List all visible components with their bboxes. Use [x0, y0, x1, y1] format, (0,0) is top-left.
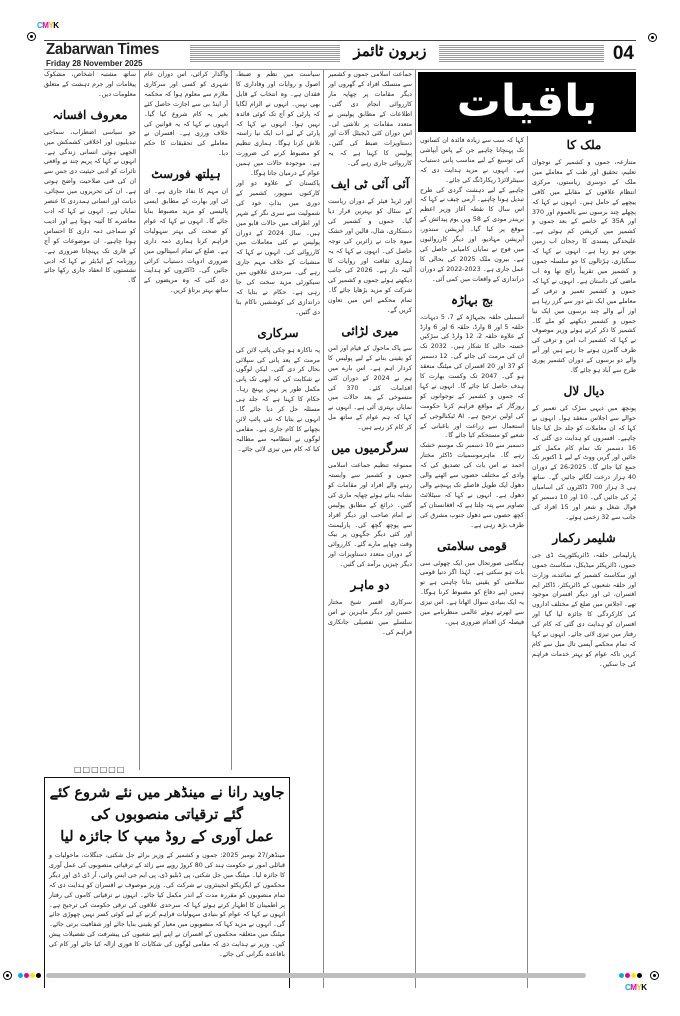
heading: ملک کا — [566, 138, 602, 152]
paragraph: واگذار کرائی، اس دوران عام شہری کو کسی اور سرکاری ملازم سے معلوم ہوا کہ محکمہ آر اینڈ بی سے اجازت حاصل کئے بغیر یہ کام شروع کیا گیا۔ انہوں نے کہا کہ یہ قوانین کی خلاف ورزی ہے۔ افسران نے معاملے کی تحقیقات کا حکم دیا۔ — [144, 71, 228, 158]
masthead-rule-left — [190, 45, 340, 63]
boxed-story — [44, 777, 290, 988]
boxed-story-headline-line2: عمل آوری کے روڈ میپ کا جائزہ لیا — [60, 828, 274, 845]
column-rule — [415, 70, 416, 988]
issue-date: Friday 28 November 2025 — [46, 59, 143, 68]
paper-name: Zabarwan Times — [46, 40, 160, 59]
heading: قومی سلامتی — [437, 538, 507, 553]
heading: ہیلتھ فورسٹ — [151, 167, 221, 182]
heading: سرگرمیوں میں — [331, 441, 409, 456]
paragraph: جو سیاسی اضطراب، سماجی تبدیلیوں اور اخلاقی کشمکش میں الجھی ہوئی انسانی زندگی ہے۔ انہوں نے کہا کہ پریم چند نے واقعی تاثرات کو ادبی حیثیت دی جس سے ان کی فنی صلاحیت واضح ہوتی ہے۔ ان کی تحریروں میں سچائی، دیانت اور انسانی ہمدردی کا عنصر نمایاں ہے۔ انہوں نے کہا کہ ادب معاشرے کا آئینہ ہوتا ہے اور ادیب کو سماجی ذمہ داری کا احساس ہونا چاہیے۔ ان موضوعات کو آج کے قاری تک پہنچانا ضروری ہے۔ روزنامہ کے ایڈیٹر نے کہا کہ ادبی نشستوں کا انعقاد جاری رکھا جائے گا۔ — [44, 128, 136, 285]
paragraph: پونچھ میں دیہی سڑک کی تعمیر کے حوالے سے اجلاس منعقد ہوا۔ انہوں نے کہا کہ ان معاملات کو جلد حل کیا جانا چاہیے۔ افسروں کو ہدایت دی گئی کہ 16 دسمبر تک تمام کام مکمل کئے جائیں اور گرین ووٹ کے لیے 1 اکتوبر تک جمع کیا جائے گا۔ 2025-26 کے دوران 40 ہزار درخت لگائے جائیں گے۔ ساتھ ہی 3 ہزار 700 ڈاکٹروں کی اسامیاں پُر کی جائیں گی۔ 10 اور 10 دسمبر کو قوال شغل و شعر اور 15 افراد کی جانب سے 32 زخمی ہوئے۔ — [532, 404, 636, 521]
black-dot — [36, 973, 41, 978]
heading: معروف افسانہ — [52, 107, 128, 122]
paragraph: سرکاری افسر شیخ مختار حسین اور دیگر ماہرین نے اس سلسلے میں تفصیلی جانکاری فراہم کی۔ — [328, 599, 412, 636]
magenta-dot — [24, 973, 29, 978]
paragraph: کہا کہ سب سے زیادہ فائدہ ان کسانوں تک پہنچانا چاہیے جن کے پاس آبپاشی کی توسیع کے لیے مناسب پانی دستیاب ہے۔ انہوں نے مزید ہدایت دی کہ سینٹرلائزڈ ریکارڈنگ کی جائے۔ — [420, 137, 524, 184]
column-5 — [144, 70, 228, 770]
paragraph: سیاست میں نظم و ضبط، اصول و روایات اور وفاداری کا فقدان ہے۔ وہ انتخاب کے قابل بھی نہیں۔ انہوں نے الزام لگایا کہ پارٹی کو آج تک کوئی فائدہ نہیں ہوا۔ انہوں نے کہا کہ پارٹی کے لیے اب ایک نیا راستہ تلاش کرنا ہوگا۔ ہماری تنظیم کو مضبوط کرنے کی ضرورت ہے۔ موجودہ حالات میں ہمیں عوام کے درمیان جانا ہوگا۔ — [236, 71, 320, 178]
magenta-dot — [625, 973, 630, 978]
paragraph: جماعت اسلامی جموں و کشمیر سے منسلک افراد کے گھروں اور دیگر مقامات پر چھاپہ مار کارروائی انجام دی گئی۔ اطلاعات کے مطابق پولیس نے متعدد مقامات پر تلاشی لی۔ اس دوران کئی ڈیجیٹل آلات اور دستاویزات ضبط کی گئیں۔ پولیس کا کہنا ہے کہ یہ کارروائی جاری رہے گی۔ — [328, 71, 412, 168]
column-rule — [139, 70, 140, 770]
yellow-dot — [631, 973, 636, 978]
heading: دو ماہر — [350, 578, 390, 593]
heading: شلیمر رکمار — [552, 530, 616, 545]
paper-name-urdu: زبرون ٹائمز — [353, 42, 427, 60]
heading: سرکاری — [257, 325, 299, 340]
page-number: 04 — [612, 43, 634, 64]
section-banner — [418, 72, 636, 132]
boxed-story-headline-line1: جاوید رانا نے مینڈھر میں نئے شروع کئے گئے ترقیاتی منصوبوں کی — [49, 784, 285, 823]
column-6 — [44, 70, 136, 770]
heading: دیال لال — [563, 383, 605, 398]
paragraph: پہ ناکارہ ہو چکی پائپ لائن کی مرمت کے بعد پانی کی سپلائی بحال کر دی گئی۔ لیکن لوگوں نے شکایت کی کہ ابھی تک پانی مکمل طور پر نہیں پہنچ رہا۔ حکام کا کہنا ہے کہ جلد ہی مسئلہ حل کر دیا جائے گا۔ انہوں نے بتایا کہ نئی پائپ لائن بچھانے کا کام جاری ہے۔ مقامی لوگوں نے انتظامیہ سے مطالبہ کیا کہ کام میں تیزی لائی جائے۔ — [236, 346, 320, 453]
column-2 — [420, 136, 524, 988]
section-title: باقیات — [456, 76, 598, 127]
registration-mark-bottom-left — [3, 971, 12, 980]
cmyk-label-top: CMYK — [37, 21, 59, 30]
color-dots-right — [619, 973, 642, 978]
paragraph: ممنوعہ تنظیم جماعت اسلامی جموں و کشمیر سے وابستہ رہنے والے افراد اور مقامات کو نشانہ بناتے ہوئے چھاپہ ماری کی گئیں۔ ذرائع کے مطابق پولیس نے امام صاحب اور دیگر افراد سے پوچھ گچھ کی۔ پارلیمنٹ اور کئی دیگر جگہوں پر بیک وقت چھاپے مارے گئے۔ کارروائی کے دوران متعدد دستاویزات اور دیگر چیزیں برآمد کی گئیں۔ — [328, 462, 412, 569]
cyan-dot — [18, 973, 23, 978]
paragraph: اور ٹریڈ فیئر کے دوران ریاست کے سٹال کو بہترین قرار دیا گیا۔ جموں و کشمیر کی دستکاری، شال، قالین اور خشک میوہ جات نے زائرین کی توجہ حاصل کی۔ انہوں نے کہا کہ یہ ہماری ثقافت اور روایات کا آئینہ دار ہے۔ 2026 کی جانب دیکھتے ہوئے جموں و کشمیر کی شرکت کو مزید بڑھایا جائے گا۔ تمام محکمے اس میں تعاون کریں گے۔ — [328, 198, 412, 315]
yellow-dot — [30, 973, 35, 978]
box-markers: □□□□□□ — [74, 765, 126, 774]
paragraph: اسمبلی حلقہ بجبہاڑہ کے 7، 5 دیہات، حلقہ 5 اور 8 وارڈ، حلقہ 6 اور 6 وارڈ کے علاوہ حلقہ 2، 12 وارڈ کی سڑکیں خستہ حالی کا شکار ہیں۔ 2032 تک ان کی مرمت کی جائے گی۔ 12 دسمبر کو 37 اور 20 افسران کی میٹنگ منعقد ہو گی۔ 2047 تک وکست بھارت کا ہدف حاصل کیا جائے گا۔ انہوں نے کہا کہ جموں و کشمیر کے نوجوانوں کو روزگار کے مواقع فراہم کرنا حکومت کی اولین ترجیح ہے۔ AI ٹیکنالوجی کے استعمال سے زراعت اور باغبانی کے شعبے کو مستحکم کیا جائے گا۔ — [420, 313, 524, 440]
cyan-dot — [619, 973, 624, 978]
paragraph: پارلیمانی حلقہ، ڈائریکٹوریٹ ڈی جی جموں، ڈائریکٹر میڈیکل، سکاسٹ جموں اور سکاسٹ کشمیر کے نمائندے، وزارت اور حلقہ شعبوں کے ڈائریکٹر، ڈاکٹر ایم افسران، ٹی اور دیگر افسران موجود تھے۔ اجلاس میں ضلع کے مختلف اداروں کی کارکردگی کا جائزہ لیا گیا اور افسران کو ہدایت دی گئی کہ کام کی رفتار میں تیزی لائی جائے۔ انہوں نے کہا کہ تمام محکمے آپسی تال میل سے کام کریں تاکہ عوام کو بہتر خدمات فراہم کی جا سکیں۔ — [532, 551, 636, 668]
black-dot — [637, 973, 642, 978]
paragraph: متنازعہ، جموں و کشمیر کے نوجوان تعلیم، تحقیق اور طب کے معاملے میں ملک کے دوسری ریاستوں، مرکزی انتظام علاقوں کے مقابلے میں کافی پیچھے کے حامل ہیں۔ انہوں نے کہا کہ پچھلے چند برسوں سے بالعموم اور 370 اور 35A کے خاتمے کے بعد جموں و کشمیر میں کرپشن کم ہوئی ہے۔ علیحدگی پسندی کا رجحان اب زمین بوس ہو رہا ہے۔ انہوں نے کہا کہ سنگباری، ہڑتالوں کا جو سلسلہ جموں و کشمیر میں تقریباً رائج تھا وہ اب ماضی کی داستان ہے۔ انہوں نے کہا کہ جموں و کشمیر تعمیر و ترقی کے معاملے میں ایک نئے دور سے گزر رہا ہے اور آنے والے چند برسوں میں ایک نیا جموں و کشمیر دیکھنے کو ملے گا۔ کشمیر کا ذکر کرتے ہوئے وزیر موصوف نے کہا کہ کشمیر اب امن و ترقی کی طرف گامزن ہوتے جا رہے ہیں اور آنے والے دو برسوں کے دوران کشمیر پوری طرح سے آباد ہو جائے گا۔ — [532, 159, 636, 375]
paragraph: ساتھ مشتبہ اشخاص، مشکوک پیغامات اور جرم دہشت کے متعلق معلومات دیں۔ — [44, 71, 136, 98]
registration-mark-top-right — [648, 33, 657, 42]
paragraph: ان مہم کا نفاذ جاری ہے۔ ای ٹی اور بھارت کے مطابق ایسی پالیسی کو مزید مضبوط بنایا جائے گا۔ انہوں نے کہا کہ عوام کو صحت کی بہتر سہولیات فراہم کرنا ہماری ذمہ داری ہے۔ ضلع کے تمام اسپتالوں میں ضروری ادویات دستیاب کرائی جائیں گی۔ ڈاکٹروں کو ہدایت دی گئی کہ وہ مریضوں کے ساتھ بہتر برتاؤ کریں۔ — [144, 188, 228, 295]
masthead-rule-right — [439, 45, 604, 63]
paragraph: سے پاک ماحول کے قیام اور امن کو یقینی بنانے کے لیے پولیس کا کردار اہم ہے۔ اس بارے میں ہم نے 2024 کے دوران کئی اقدامات کئے۔ 370 کی منسوخی کے بعد حالات میں نمایاں بہتری آئی ہے۔ انہوں نے کہا کہ ہم عوام کے ساتھ مل کر کام کر رہے ہیں۔ — [328, 344, 412, 432]
column-rule — [323, 70, 324, 988]
heading: آئی آئی ٹی ایف — [330, 177, 410, 192]
paragraph: دسمبر سے 10 دسمبر تک موسم خشک رہے گا۔ ماہرموسمیات ڈاکٹر مختار احمد نے اس بات کی تصدیق کی کہ وادی کے مختلف حصوں سے اٹھنے والی دھول ایک طویل فاصلے تک پہنچنے والی دھول ہے۔ انہوں نے کہا کہ سیٹلائٹ تصاویر سے پتہ چلتا ہے کہ افغانستان کے کچھ حصوں سے دھول جنوب مشرق کی طرف بڑھ رہی ہے۔ — [420, 442, 524, 529]
heading: میری لڑائی — [341, 323, 399, 338]
cmyk-label-bottom: CMYK — [625, 983, 647, 992]
print-color-bar — [46, 973, 586, 978]
masthead-left — [46, 42, 159, 68]
heading: بج بہاڑہ — [450, 292, 494, 307]
column-rule — [231, 70, 232, 770]
column-1 — [532, 136, 636, 988]
registration-mark-bottom-right — [650, 971, 659, 980]
paragraph: چاہیے کے لیے دہشت گردی کی طرح تبدیل ہونا چاہیے۔ آرمی چیف نے کہا کہ اس سال کا نقطہ آغاز وزیر اعظم نریندر مودی کے 58 ویں یوم پیدائش کے موقع پر کیا گیا۔ آپریشن سندور، آپریشن مہادیو، اور دیگر کارروائیوں میں فوج نے نمایاں کامیابی حاصل کی ہے۔ بیرون ملک 2025 کی بحالی کا عمل جاری ہے۔ 2023-2022 کے دوران دراندازی کے واقعات میں کمی آئی۔ — [420, 186, 524, 283]
registration-mark-top-left — [27, 32, 36, 41]
column-3 — [328, 70, 412, 988]
column-rule — [527, 136, 528, 988]
page-body — [44, 70, 636, 988]
masthead — [44, 40, 636, 70]
color-dots-left — [18, 973, 41, 978]
paragraph: پاکستان کے علاوہ دو اور کارکنوں سوپور، کشمیر کے دوری میں بذاتِ خود کی شمولیت سے سری نگر کے شہر اور اطراف میں حالات قابو میں ہیں۔ سال 2024 کے دوران پولیس نے کئی معاملات میں کارروائی کی۔ انہوں نے کہا کہ منشیات کے خلاف مہم جاری رہے گی۔ سرحدی علاقوں میں سیکورٹی مزید سخت کی جا رہی ہے۔ حکام نے بتایا کہ دراندازی کی کوششیں ناکام بنا دی گئیں۔ — [236, 179, 320, 316]
paragraph: ہنگامی صورتحال میں ایک چھوٹی سی بات ہو سکتی ہے۔ لہٰذا اگر دنیا قومی سلامتی کو یقینی بنانا چاہتی ہے تو ہمیں اپنے دفاع کو مضبوط کرنا ہوگا۔ یہ ایک بنیادی سوال اٹھاتا ہے۔ اس تیزی سے ابھرتے ہوئے عالمی منظرنامے میں فیصلہ کن اقدام ضروری ہیں۔ — [420, 559, 524, 626]
boxed-story-body: مینڈھر/27 نومبر 2025: جموں و کشمیر کے وزیر برائے جل شکتی، جنگلات، ماحولیات و قبائلی امور نے حکومت ہند کی 80 کروڑ روپے سے زائد کے ترقیاتی منصوبوں کی عمل آوری کا جائزہ لیا۔ میٹنگ میں جل شکتی، پی ڈبلیو ڈی، پی ایم جی ایس وائی، آر ڈی ڈی اور دیگر محکموں کے ایگزیکٹو انجینئروں نے شرکت کی۔ وزیر موصوف نے افسران کو ہدایت دی کہ تمام منصوبوں کو مقررہ مدت کے اندر مکمل کیا جائے۔ انہوں نے ترقیاتی کاموں کی رفتار پر اطمینان کا اظہار کرتے ہوئے کہا کہ سرحدی علاقوں کی ترقی حکومت کی ترجیح ہے۔ انہوں نے کہا کہ عوام کو بنیادی سہولیات فراہم کرنے کے لیے کوئی کسر نہیں چھوڑی جائے گی۔ انہوں نے مزید کہا کہ منصوبوں میں معیار کو یقینی بنایا جائے اور شفافیت برتی جائے۔ میٹنگ میں متعلقہ محکموں کے افسران نے اپنے اپنے شعبوں کی پیشرفت کی تفصیلات پیش کیں۔ وزیر نے ہدایت دی کہ مقامی لوگوں کی شکایات کا فوری ازالہ کیا جائے اور کام کی باقاعدہ نگرانی کی جائے۔ — [49, 852, 285, 959]
